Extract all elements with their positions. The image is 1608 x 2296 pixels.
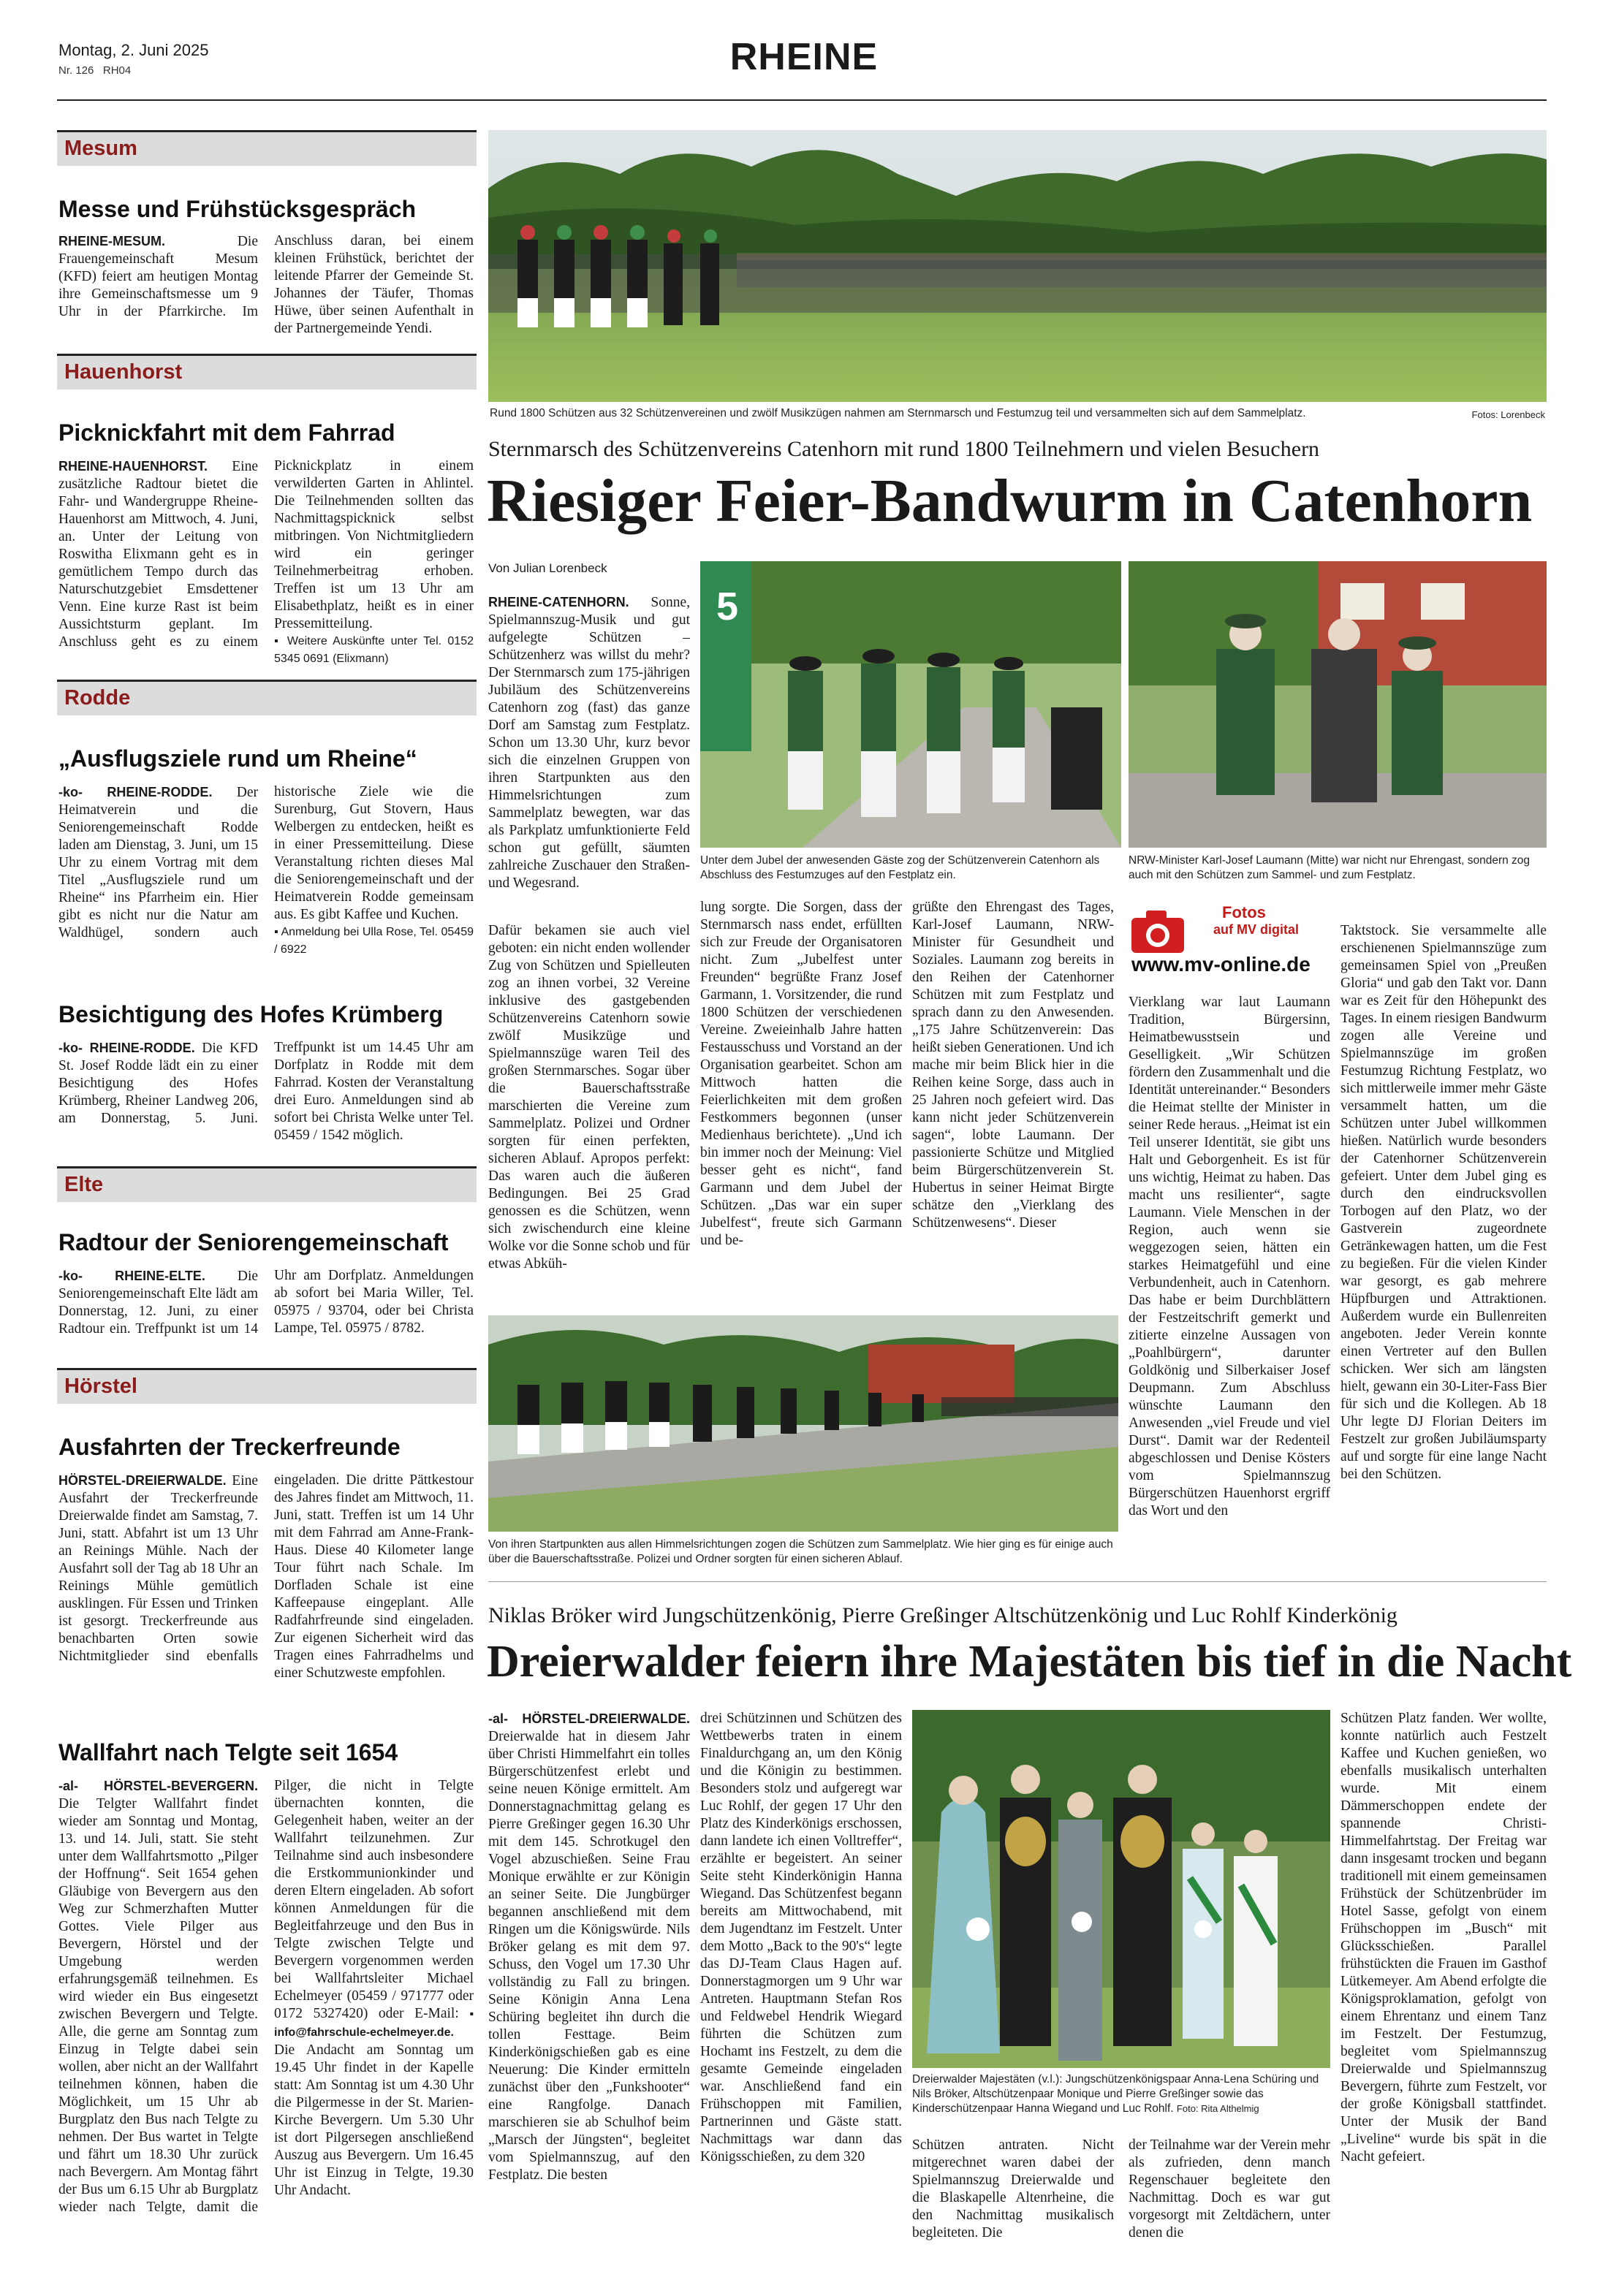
brief-headline: Besichtigung des Hofes Krümberg: [58, 1001, 444, 1027]
issue-no: Nr. 126: [58, 64, 94, 77]
issue-number: [58, 64, 131, 77]
article2-text: Dreierwalde hat in diesem Jahr über Christi Himmelfahrt ein tolles Bürgerschützenfest erlebt und seine neuen Könige ermittelt. Am Donnerstagnachmittag gelang es Pierre Greßinger gegen 16.30 Uhr mit dem 145. Schrotkugel den Vogel abzuschießen. Seine Frau Monique erwählte er zur Königin an seiner Seite. Die Jungbürger begannen anschließend mit dem Ringen um die Königswürde. Nils Bröker gelang es mit dem 97. Schuss, den Vogel um 17.30 Uhr vollständig zu Fall zu bringen. Seine Königin Anna Lena Schüring begleitet ihn durch die tollen Festtage. Beim Kinderkönigschießen gab es eine Neuerung: Die Kinder ermitteln zunächst über den „Funkshooter“ eine Rangfolge. Danach marschieren sie ab Schulhof beim „Marsch der Jüngsten“, begleitet vom Spielmannszug, auf den Festplatz. Die besten: [488, 1729, 690, 2183]
photo-sammelplatz: [488, 130, 1547, 402]
brief-body: [58, 232, 474, 341]
photo-caption: Von ihren Startpunkten aus allen Himmelsrichtungen zogen die Schützen zum Sammelplatz. Wie hier ging es für einige auch über die Bauerschaftsstraße. Polizei und Ordner sorgten für einen sicheren Ablauf.: [488, 1538, 1113, 1565]
article2-col-4: der Teilnahme war der Verein mehr als zufrieden, denn manch Regenschauer begleitete den Nachmittag. Doch es war gut vorgesorgt mit Zeltdächern, unter denen die: [1129, 2137, 1330, 2240]
brief-text: Die KFD St. Josef Rodde lädt ein zu einer Besichtigung des Hofes Krümberg, Rheiner Landweg 206, am Donnerstag, 5. Juni. Treffpunkt ist um 14.45 Uhr am Dorfplatz in Rodde mit dem Fahrrad. Kosten der Veranstaltung drei Euro. Anmeldungen sind ab sofort bei Christa Welke unter Tel. 05459 / 1542 möglich.: [58, 1040, 474, 1143]
dateline: HÖRSTEL-DREIERWALDE.: [58, 1473, 227, 1488]
brief-headline: Ausfahrten der Treckerfreunde: [58, 1434, 401, 1460]
article-lead: Sonne, Spielmannszug-Musik und gut aufgelegte Schützen – Schützenherz was willst du mehr? Der Sternmarsch zum 175-jährigen Jubiläum des Schützenvereins Catenhorn zog (fast) das ganze Dorf am Samstag zum Festplatz. Schon um 13.30 Uhr, kurz bevor sich die einzelnen Gruppen von ihren Startpunkten aus den Himmelsrichtungen zum Sammelplatz bewegten, war das als Parkplatz umfunktionierte Feld schon gut gefüllt, säumten zahlreiche Zuschauer den Straßen- und Wegesrand.: [488, 595, 690, 891]
brief-headline: Radtour der Seniorengemeinschaft: [58, 1229, 449, 1255]
place-label: Hörstel: [64, 1375, 137, 1398]
brief-body: [58, 1472, 474, 1720]
page-code: RH04: [102, 64, 132, 77]
place-label: Rodde: [64, 686, 131, 710]
promo-subtitle: auf MV digital: [1213, 922, 1299, 937]
place-label: Elte: [64, 1173, 104, 1196]
article-col-2: lung sorgte. Die Sorgen, dass der Sternmarsch nass endet, erfüllten sich zur Freude der Organisatoren nicht. Zum „Jubelfest unter Freunden“ begrüßte Franz Josef Garmann, 1. Vorsitzender, die rund 1800 Schützen der verschiedenen Vereine. Zweieinhalb Jahre hatten Festausschuss und Vorstand an der Organisation gearbeitet. Schon am Mittwoch hatten die Feierlichkeiten mit dem großen Festkommers begonnen (unser Medienhaus berichtete). „Und ich bin immer noch der Meinung: Viel besser geht es nicht“, fand Garmann und dem Jubel der Schützen. „Das war ein super Jubelfest“, freute sich Garmann und be-: [700, 900, 902, 1248]
brief-body: [58, 457, 474, 668]
brief-body: [58, 1777, 474, 2274]
dateline: -ko- RHEINE-RODDE.: [58, 1041, 195, 1055]
brief-headline: „Ausflugsziele rund um Rheine“: [58, 745, 417, 772]
article2-col-2: drei Schützinnen und Schützen des Wettbewerbs traten in einem Finaldurchgang an, um den König und die Königin zu bestimmen. Besonders stolz und aufgeregt war Luc Rohlf, der gegen 17 Uhr den Platz des Kinderkönigs erschossen, dann landete ich einen Volltreffer“, erzählte er begeistert. An seiner Seite steht Kinderkönigin Hanna Wiegand. Das Schützenfest begann bereits am Mittwochabend, mit dem Jugendtanz im Festzelt. Unter dem Motto „Back to the 90's“ legte das DJ-Team Claus Hagen auf. Donnerstagmorgen um 9 Uhr war Antreten. Hauptmann Stefan Ros und Feldwebel Hendrik Wiegard führten die Schützen zum Hochamt ins Festzelt, zu dem die gesamte Gemeinde eingeladen war. Anschließend fand ein Frühschoppen mit Familien, Partnerinnen und Gäste statt. Nachmittags war dann das Königsschießen, zu dem 320: [700, 1711, 902, 2164]
dateline: RHEINE-HAUENHORST.: [58, 459, 208, 474]
photo-caption: Unter dem Jubel der anwesenden Gäste zog der Schützenverein Catenhorn als Abschluss des Festumzuges auf den Festplatz ein.: [700, 854, 1100, 881]
photo-bauerschaftsstrasse: [488, 1315, 1118, 1532]
dateline: -al- HÖRSTEL-DREIERWALDE.: [488, 1711, 690, 1726]
brief-body: [58, 1267, 474, 1356]
brief-info: ▪ info@fahrschule-echelmeyer.de.: [274, 2008, 474, 2039]
section-bar-mesum: [57, 130, 477, 166]
place-label: Hauenhorst: [64, 360, 183, 384]
brief-text: Die Telgter Wallfahrt findet wieder am Sonntag und Montag, 13. und 14. Juli, statt. Sie steht unter dem Wallfahrtsmotto „Pilger der Hoffnung“. Seit 1654 gehen Gläubige von Bevergern aus den Weg zur Schmerzhaften Mutter Gottes. Viele Pilger aus Bevergern, Hörstel und der Umgebung werden erfahrungsgemäß teilnehmen. Es wird wieder ein Bus eingesetzt zwischen Bevergern und Telgte. Alle, die gerne am Sonntag zum Einzug in Telgte dabei sein wollen, aber nicht an der Wallfahrt teilnehmen können, haben die Möglichkeit, um 15 Uhr ab Burgplatz den Bus nach Telgte zu nehmen. Der Bus wartet in Telgte und fährt um 18.30 Uhr zurück nach Bevergern. Am Montag fährt der Bus um 6.15 Uhr ab Burgplatz wieder nach Telgte, damit die Pilger, die nicht in Telgte übernachten konnten, die Gelegenheit haben, weiter an der Wallfahrt teilzunehmen. Zur Teilnahme sind auch insbesondere die Erstkommunionkinder und deren Eltern eingeladen. Ab sofort können Anmeldungen für die Begleitfahrzeuge und den Bus in Telgte zwischen Telgte und Bevergern vorgenommen werden bei Wallfahrtsleiter Michael Echelmeyer (05459 / 971777 oder 0172 5327420) oder E-Mail:: [58, 1778, 474, 2215]
photo-catenhorn-march: [700, 561, 1121, 848]
masthead-rule: [57, 99, 1547, 101]
dateline: -ko- RHEINE-RODDE.: [58, 785, 213, 799]
promo-url[interactable]: www.mv-online.de: [1131, 953, 1311, 976]
brief-body: [58, 783, 474, 979]
article2-col-5: Schützen Platz fanden. Wer wollte, konnte natürlich auch Festzelt Kaffee und Kuchen genießen, wo ebenfalls musikalisch unterhalten wurde. Mit einem Dämmerschoppen endete der spannende Christi-Himmelfahrtstag. Der Freitag war dann insgesamt trocken und begann traditionell mit einem gemeinsamen Frühstück der Schützenbrüder im Hotel Sasse, gefolgt von einem Frühschoppen im „Busch“ mit Glücksschießen. Parallel frühstückten die Frauen im Gasthof Lütkemeyer. Am Abend erfolgte die Königsproklamation, gefolgt von einem Ehrentanz und einem Tanz im Festzelt. Der Festumzug, begleitet vom Spielmannszug Dreierwalde und Spielmannszug Bevergern, führte zum Festzelt, vor der große Königsball stattfindet. Unter der Musik der Band „Liveline“ wurde bis spät in die Nacht gefeiert.: [1340, 1711, 1547, 2164]
brief-info: ▪ Weitere Auskünfte unter Tel. 0152 5345 0691 (Elixmann): [274, 635, 474, 665]
article-col-4: Vierklang war laut Laumann Tradition, Bürgersinn, Heimatbewusstsein und Geselligkeit. „Wir Schützen fördern den Zusammenhalt und die Identität untereinander.“ Besonders die Heimat stellte der Minister in seiner Rede heraus. „Heimat ist ein Teil unserer Identität, sie gibt uns Halt und Geborgenheit. Es ist für uns wichtig, Heimat zu haben. Das macht uns resilienter“, sagte Laumann. Viele Menschen in der Region, auch wenn sie weggezogen seien, hätten ein starkes Heimatgefühl und eine Verbundenheit, auch in Catenhorn. Das habe er beim Durchblättern der Festzeitschrift gemerkt und zitierte einzelne Aussagen von „Poahlbürgern“, darunter Goldkönig und Silberkaiser Josef Deupmann. Zum Abschluss wünschte Laumann den Anwesenden „viel Freude und viel Durst“. Damit war der Redenteil abgeschlossen und Denise Kösters vom Spielmannszug Bürgerschützen Hauenhorst ergriff das Wort und den: [1129, 995, 1330, 1518]
brief-headline: Messe und Frühstücksgespräch: [58, 196, 417, 222]
section-bar-hoerstel: [57, 1368, 477, 1404]
photo-credit: Foto: Rita Althelmig: [1176, 2103, 1259, 2114]
photo-caption: Rund 1800 Schützen aus 32 Schützenvereinen und zwölf Musikzügen nahmen am Sternmarsch und Festumzug teil und versammelten sich auf dem Sammelplatz.: [490, 407, 1306, 419]
brief-text-tail: Die Andacht am Sonntag um 19.45 Uhr findet in der Kapelle statt: Am Sonntag ist um 4.30 Uhr die Pilgermesse in der St. Marien-Kirche Bevergern. Um 5.30 Uhr ist dort Pilgersegen anschließend Auszug aus Bevergern. Um 16.45 Uhr ist Einzug in Telgte, 19.30 Uhr Andacht.: [274, 2042, 474, 2198]
dateline: -al- HÖRSTEL-BEVERGERN.: [58, 1779, 258, 1793]
section-bar-rodde: [57, 680, 477, 715]
dateline: RHEINE-CATENHORN.: [488, 595, 629, 609]
photo-majestaeten: [912, 1710, 1330, 2068]
brief-headline: Wallfahrt nach Telgte seit 1654: [58, 1739, 398, 1765]
article-headline: Riesiger Feier-Bandwurm in Catenhorn: [487, 467, 1533, 535]
promo-box[interactable]: [1129, 900, 1330, 987]
article-rule: [488, 1581, 1547, 1582]
article2-col-1: [488, 1710, 690, 2265]
brief-text: Die Seniorengemeinschaft Elte lädt am Donnerstag, 12. Juni, zu einer Radtour ein. Treffpunkt ist um 14 Uhr am Dorfplatz. Anmeldungen ab sofort bei Maria Willer, Tel. 05975 / 93704, oder bei Christa Lampe, Tel. 05975 / 8782.: [58, 1268, 474, 1337]
issue-date: Montag, 2. Juni 2025: [58, 41, 209, 59]
article-col-1a: [488, 593, 690, 906]
article-col-1b: Dafür bekamen sie auch viel geboten: ein nicht enden wollender Zug von Schützen und Spielleuten zog an ihnen vorbei, 32 Vereine inklusive des gastgebenden Schützenvereins Catenhorn sowie zwölf Musikzüge und Spielmannszüge waren Teil des großen Sternmarsches. Sogar über die Bauerschaftsstraße marschierten die Vereine zum Sammelplatz. Polizei und Ordner sorgten für einen perfekten, sicheren Ablauf. Apropos perfekt: Das waren auch die äußeren Bedingungen. Bei 25 Grad genossen es die Schützen, wenn sich zwischendurch eine kleine Wolke vor die Sonne schob und für etwas Abküh-: [488, 923, 690, 1271]
brief-body: [58, 1039, 474, 1163]
photo-laumann: [1129, 561, 1547, 848]
article-subhead: Sternmarsch des Schützenvereins Catenhorn mit rund 1800 Teilnehmern und vielen Besuchern: [488, 437, 1320, 461]
article2-headline: Dreierwalder feiern ihre Majestäten bis tief in die Nacht: [487, 1637, 1572, 1687]
promo-title: Fotos: [1222, 903, 1266, 921]
place-label: Mesum: [64, 137, 137, 160]
brief-headline: Picknickfahrt mit dem Fahrrad: [58, 419, 395, 446]
article-col-3: grüßte den Ehrengast des Tages, Karl-Josef Laumann, NRW-Minister für Gesundheit und Soziales. Laumann zog bereits in den Reihen der Catenhorner Schützen mit zum Festplatz und sprach dann zu den Anwesenden. „175 Jahre Schützenverein: Das heißt sieben Generationen. Und ich mache mir beim Blick hier in die Reihen keine Sorge, dass auch in 25 Jahren noch gefeiert wird. Das kann nicht jeder Schützenverein sagen“, lobte Laumann. Der passionierte Schütze und Mitglied beim Bürgerschützenverein St. Hubertus in seiner Heimat Birgte schätze den „Vierklang des Schützenwesens“. Dieser: [912, 900, 1114, 1231]
byline: Von Julian Lorenbeck: [488, 561, 607, 575]
dateline: RHEINE-MESUM.: [58, 234, 166, 248]
photo-credit: Fotos: Lorenbeck: [1471, 409, 1545, 420]
section-bar-hauenhorst: [57, 354, 477, 389]
brief-text: Der Heimatverein und die Seniorengemeinschaft Rodde laden am Dienstag, 3. Juni, um 15 Uhr zu einem Vortrag mit dem Titel „Ausflugsziele rund um Rheine“ ins Pfarrheim ein. Hier gibt es nicht nur die Natur am Waldhügel, sondern auch historische Ziele wie die Surenburg, Gut Stovern, Haus Welbergen zu entdecken, heißt es in einer Pressemitteilung. Diese Veranstaltung richten dieses Mal die Seniorengemeinschaft und der Heimatverein Rodde gemeinsam aus. Es gibt Kaffee und Kuchen.: [58, 784, 474, 940]
brief-info: ▪ Anmeldung bei Ulla Rose, Tel. 05459 / 6922: [274, 926, 474, 956]
svg-text:5: 5: [716, 585, 739, 628]
dateline: -ko- RHEINE-ELTE.: [58, 1269, 205, 1283]
brief-text: Eine Ausfahrt der Treckerfreunde Dreierwalde findet am Samstag, 7. Juni, statt. Abfahrt ist um 13 Uhr an Reinings Mühle. Nach der Ausfahrt soll der Tag ab 18 Uhr an Reinings Mühle gemütlich ausklingen. Für Essen und Trinken ist gesorgt. Treckerfreunde aus benachbarten Orten sowie Nichtmitglieder sind ebenfalls eingeladen. Die dritte Pättkestour des Jahres findet am Mittwoch, 11. Juni, statt. Treffen ist um 14 Uhr mit dem Fahrrad am Anne-Frank-Haus. Diese 40 Kilometer lange Tour führt nach Schale. Im Dorfladen Schale ist eine Kaffeepause eingeplant. Alle Radfahrfreunde sind eingeladen. Zur eigenen Sicherheit wird das Tragen eines Fahrradhelms und einer Schutzweste empfohlen.: [58, 1472, 474, 1681]
caption-text: Dreierwalder Majestäten (v.l.): Jungschützenkönigspaar Anna-Lena Schüring und Nils Bröker, Altschützenpaar Monique und Pierre Greßinger sowie das Kinderschützenpaar Hanna Wiegand und Luc Rohlf.: [912, 2073, 1319, 2115]
camera-icon: [1129, 906, 1187, 957]
section-title: RHEINE: [729, 36, 879, 78]
article2-col-3: Schützen antraten. Nicht mitgerechnet waren dabei der Spielmannszug Dreierwalde und die Blaskapelle Altenrheine, die den Nachmittag musikalisch begleiteten. Die: [912, 2137, 1114, 2240]
section-bar-elte: [57, 1166, 477, 1202]
brief-text: Die Frauengemeinschaft Mesum (KFD) feiert am heutigen Montag ihre Gemeinschaftsmesse um 9 Uhr in der Pfarrkirche. Im Anschluss daran, bei einem kleinen Frühstück, berichtet der leitende Pfarrer der Gemeinde St. Johannes der Täufer, Thomas Hüwe, über seinen Aufenthalt in der Partnergemeinde Yendi.: [58, 233, 474, 336]
brief-text: Eine zusätzliche Radtour bietet die Fahr- und Wandergruppe Rheine-Hauenhorst am Mittwoch, 4. Juni, an. Unter der Leitung von Roswitha Elixmann geht es in gemütlichem Tempo durch das Naturschutzgebiet Emsdettener Venn. Eine kurze Rast ist beim Aussichtsturm geplant. Im Anschluss geht es zu einem Picknickplatz in einem verwilderten Garten in Ahlintel. Die Teilnehmenden sollten das Nachmittagspicknick selbst mitbringen. Von Nichtmitgliedern wird ein geringer Teilnehmerbeitrag erhoben. Treffen ist um 13 Uhr am Elisabethplatz, heißt es in einer Pressemitteilung.: [58, 458, 474, 650]
photo-caption: NRW-Minister Karl-Josef Laumann (Mitte) war nicht nur Ehrengast, sondern zog auch mit den Schützen zum Sammel- und zum Festplatz.: [1129, 854, 1531, 881]
article-col-5: Taktstock. Sie versammelte alle erschienenen Spielmannszüge zum gemeinsamen Spiel von „Preußen Gloria“ und gab den Takt vor. Dann war es Zeit für den Höhepunkt des Tages. In einem riesigen Bandwurm zogen alle Vereine und Spielmannszüge im großen Festumzug Richtung Festplatz, wo sich mittlerweile immer mehr Gäste versammelt hatten, um die Schützen unter Jubel willkommen hießen. Natürlich wurde besonders der Catenhorner Schützenverein gefeiert. Unter dem Jubel ging es durch den eindrucksvollen Torbogen auf den Platz, wo der Gastverein zugeordnete Getränkewagen hatten, um die Fest zu begießen. Für die vielen Kinder war gesorgt, es gab mehrere Hüpfburgen und Attraktionen. Außerdem wurde ein Bullenreiten angeboten. Jeder Verein konnte einen Vertreter auf den Bullen schicken. Wer sich am längsten hielt, gewann ein 30-Liter-Fass Bier für sich und die Kollegen. Ab 18 Uhr legte DJ Florian Deiters im Festzelt zur großen Jubiläumsparty auf und sorgte für eine lange Nacht bei den Schützen.: [1340, 923, 1547, 1482]
article2-subhead: Niklas Bröker wird Jungschützenkönig, Pierre Greßinger Altschützenkönig und Luc Rohlf Kinderkönig: [488, 1603, 1397, 1627]
photo-caption: [912, 2072, 1330, 2116]
